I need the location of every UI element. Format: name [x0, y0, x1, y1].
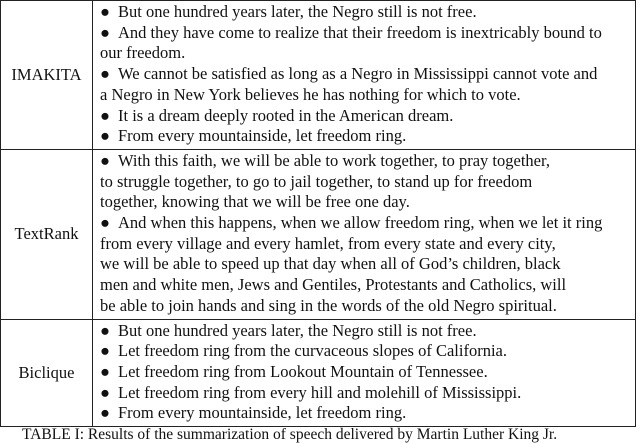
- sentence-text: From every mountainside, let freedom ring.: [118, 403, 407, 423]
- summary-line: [100, 213, 631, 234]
- sentence-text: But one hundred years later, the Negro still is not free.: [118, 320, 477, 340]
- sentence-text: be able to join hands and sing in the words of the old Negro spiritual.: [100, 295, 557, 315]
- summary-line: [100, 383, 631, 404]
- summary-line: [100, 106, 631, 127]
- table-row: [1, 319, 636, 427]
- summary-line: [100, 64, 631, 85]
- results-table-body: [1, 1, 636, 427]
- table-row: [1, 1, 636, 150]
- table-row: [1, 149, 636, 319]
- sentence-text: With this faith, we will be able to work together, to pray together,: [118, 150, 550, 170]
- method-cell: IMAKITA: [1, 1, 93, 150]
- sentence-text: from every village and every hamlet, from every state and every city,: [100, 233, 556, 253]
- bullet-icon: ●: [100, 361, 110, 381]
- summary-cell: [93, 1, 636, 150]
- bullet-icon: ●: [100, 64, 110, 84]
- sentence-text: a Negro in New York believes he has nothing for which to vote.: [100, 84, 521, 104]
- summary-line: [100, 85, 631, 106]
- summary-line: [100, 2, 631, 23]
- sentence-text: together, knowing that we will be free one day.: [100, 192, 410, 212]
- summary-line: [100, 43, 631, 64]
- summary-line: [100, 23, 631, 44]
- sentence-text: But one hundred years later, the Negro still is not free.: [118, 2, 477, 21]
- sentence-text: to struggle together, to go to jail together, to stand up for freedom: [100, 171, 533, 191]
- bullet-icon: ●: [100, 403, 110, 423]
- bullet-icon: ●: [100, 22, 110, 42]
- summary-line: [100, 362, 631, 383]
- bullet-icon: ●: [100, 320, 110, 340]
- sentence-text: our freedom.: [100, 43, 186, 63]
- sentence-text: And they have come to realize that their freedom is inextricably bound to: [118, 22, 602, 42]
- summary-line: [100, 234, 631, 255]
- summary-line: [100, 151, 631, 172]
- summary-line: [100, 296, 631, 317]
- method-cell: TextRank: [1, 149, 93, 319]
- bullet-icon: ●: [100, 213, 110, 233]
- bullet-icon: ●: [100, 150, 110, 170]
- summary-line: [100, 321, 631, 342]
- summary-line: [100, 126, 631, 147]
- bullet-icon: ●: [100, 126, 110, 146]
- summary-line: [100, 341, 631, 362]
- bullet-icon: ●: [100, 341, 110, 361]
- sentence-text: It is a dream deeply rooted in the American dream.: [118, 105, 454, 125]
- bullet-icon: ●: [100, 382, 110, 402]
- summary-line: [100, 275, 631, 296]
- summary-cell: [93, 319, 636, 427]
- method-cell: Biclique: [1, 319, 93, 427]
- sentence-text: From every mountainside, let freedom ring.: [118, 126, 407, 146]
- sentence-text: Let freedom ring from every hill and molehill of Mississippi.: [118, 382, 522, 402]
- summary-line: [100, 172, 631, 193]
- sentence-text: we will be able to speed up that day when all of God’s children, black: [100, 254, 561, 274]
- summary-line: [100, 403, 631, 424]
- bullet-icon: ●: [100, 2, 110, 21]
- summary-line: [100, 254, 631, 275]
- sentence-text: men and white men, Jews and Gentiles, Protestants and Catholics, will: [100, 275, 567, 295]
- sentence-text: Let freedom ring from Lookout Mountain of Tennessee.: [118, 361, 488, 381]
- summary-cell: [93, 149, 636, 319]
- sentence-text: And when this happens, when we allow freedom ring, when we let it ring: [118, 213, 603, 233]
- table-caption: TABLE I: Results of the summarization of speech delivered by Martin Luther King Jr.: [22, 426, 558, 443]
- sentence-text: We cannot be satisfied as long as a Negro in Mississippi cannot vote and: [118, 64, 598, 84]
- sentence-text: Let freedom ring from the curvaceous slopes of California.: [118, 341, 507, 361]
- bullet-icon: ●: [100, 105, 110, 125]
- summary-line: [100, 192, 631, 213]
